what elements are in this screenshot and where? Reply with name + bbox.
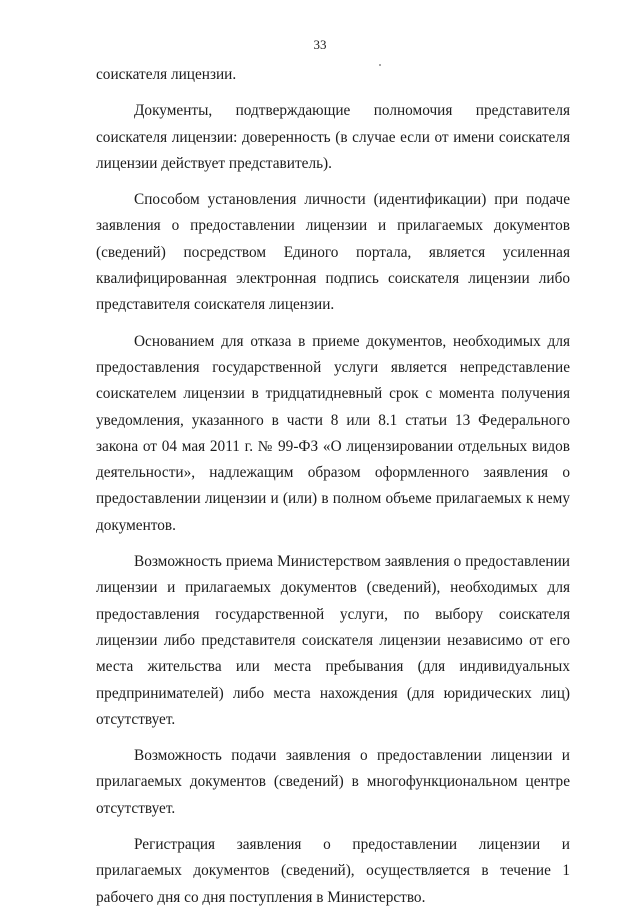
paragraph-continuation: соискателя лицензии. [96, 66, 237, 83]
paragraph-extraterritorial: Возможность приема Министерством заявления о предоставлении лицензии и прилагаемых документов (сведений), необходимых для предоставления государственной услуги, по выбору соискателя лицензии либо представителя соискателя лицензии независимо от его места жительства или места пребывания (для индивидуальных предпринимателей) либо места нахождения (для юридических лиц) отсутствует. [96, 553, 570, 728]
paragraph-mfc: Возможность подачи заявления о предоставлении лицензии и прилагаемых документов (сведений) в многофункциональном центре отсутствует. [96, 747, 570, 817]
paragraph-refusal-grounds: Основанием для отказа в приеме документов, необходимых для предоставления государственной услуги является непредставление соискателем лицензии в тридцатидневный срок с момента получения уведомления, указанного в части 8 или 8.1 статьи 13 Федерального закона от 04 мая 2011 г. № 99-ФЗ «О лицензировании отдельных видов деятельности», надлежащим образом оформленного заявления о предоставлении лицензии и (или) в полном объеме прилагаемых к нему документов. [96, 332, 570, 534]
document-body [96, 62, 570, 911]
paragraph-registration: Регистрация заявления о предоставлении лицензии и прилагаемых документов (сведений), осуществляется в течение 1 рабочего дня со дня поступления в Министерство. [96, 836, 570, 906]
page-number: 33 [313, 37, 327, 52]
paragraph-identification: Способом установления личности (идентификации) при подаче заявления о предоставлении лицензии и прилагаемых документов (сведений) посредством Единого портала, является усиленная квалифицированная электронная подпись соискателя лицензии либо представителя соискателя лицензии. [96, 191, 570, 314]
paragraph-representative-documents: Документы, подтверждающие полномочия представителя соискателя лицензии: доверенность (в случае если от имени соискателя лицензии действует представитель). [96, 102, 570, 172]
